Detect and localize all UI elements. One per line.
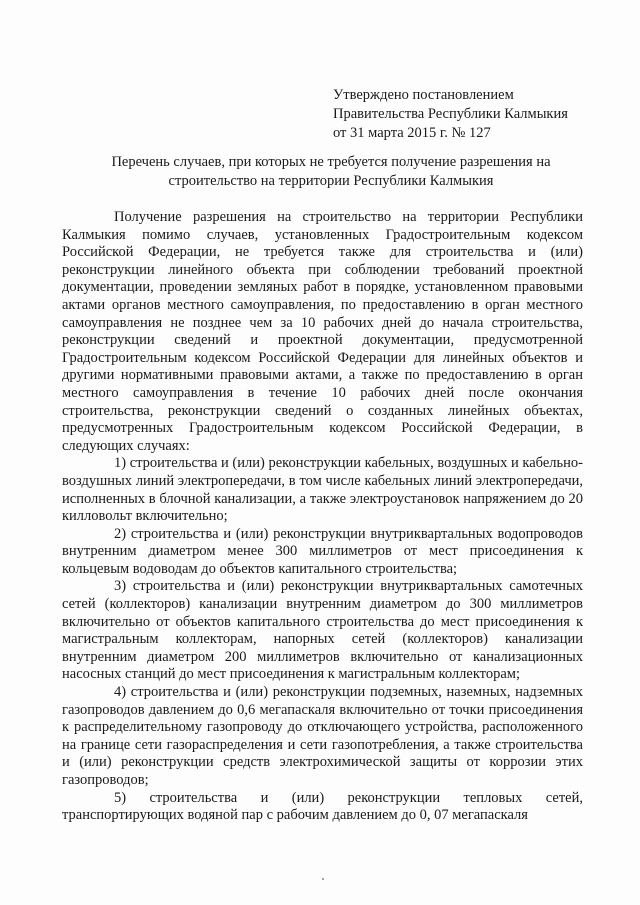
- intro-paragraph: Получение разрешения на строительство на территории Республики Калмыкия помимо случаев, установленных Градостроительным кодексом Российской Федерации, не требуется также для строительства и (или) реконструкции линейного объекта при соблюдении требований проектной документации, проведении земляных работ в порядке, установленном правовыми актами органов местного самоуправления, по предоставлению в орган местного самоуправления не позднее чем за 10 рабочих дней до начала строительства, реконструкции сведений и проектной документации, предусмотренной Градостроительным кодексом Российской Федерации для линейных объектов и другими нормативными правовыми актами, а также по предоставлению в орган местного самоуправления в течение 10 рабочих дней после окончания строительства, реконструкции сведений о созданных линейных объектах, предусмотренных Градостроительным кодексом Российской Федерации, в следующих случаях:: [62, 209, 583, 454]
- title-line-1: Перечень случаев, при которых не требуется получение разрешения на: [111, 154, 551, 170]
- list-item-5: 5) строительства и (или) реконструкции тепловых сетей, транспортирующих водяной пар с рабочим давлением до 0, 07 мегапаскаля: [62, 789, 583, 824]
- list-item-3: 3) строительства и (или) реконструкции внутриквартальных самотечных сетей (коллекторов) канализации внутренним диаметром до 300 миллиметров включительно от объектов капитального строительства до мест присоединения к магистральным коллекторам, напорных сетей (коллекторов) канализации внутренним диаметром 200 миллиметров включительно от канализационных насосных станций до мест присоединения к магистральным коллекторам;: [62, 578, 583, 683]
- approval-stamp: [333, 86, 613, 143]
- list-item-2: 2) строительства и (или) реконструкции внутриквартальных водопроводов внутренним диаметром менее 300 миллиметров от мест присоединения к кольцевым водоводам до объектов капитального строительства;: [62, 525, 583, 577]
- title-line-2: строительство на территории Республики Калмыкия: [168, 173, 494, 189]
- approval-line-2: Правительства Республики Калмыкия: [333, 106, 568, 122]
- document-body: [62, 209, 583, 825]
- document-title: [70, 153, 592, 191]
- list-item-4: 4) строительства и (или) реконструкции подземных, наземных, надземных газопроводов давлением до 0,6 мегапаскаля включительно от точки присоединения к распределительному газопроводу до отключающего устройства, расположенного на границе сети газораспределения и сети газопотребления, а также строительства и (или) реконструкции средств электрохимической защиты от коррозии этих газопроводов;: [62, 684, 583, 788]
- list-item-1: 1) строительства и (или) реконструкции кабельных, воздушных и кабельно-воздушных линий электропередачи, в том числе кабельных линий электропередачи, исполненных в блочной канализации, а также электроустановок напряжением до 20 килловольт включительно;: [62, 455, 583, 525]
- approval-line-1: Утверждено постановлением: [333, 87, 514, 103]
- scan-speck: [322, 878, 324, 880]
- approval-line-3: от 31 марта 2015 г. № 127: [333, 125, 491, 141]
